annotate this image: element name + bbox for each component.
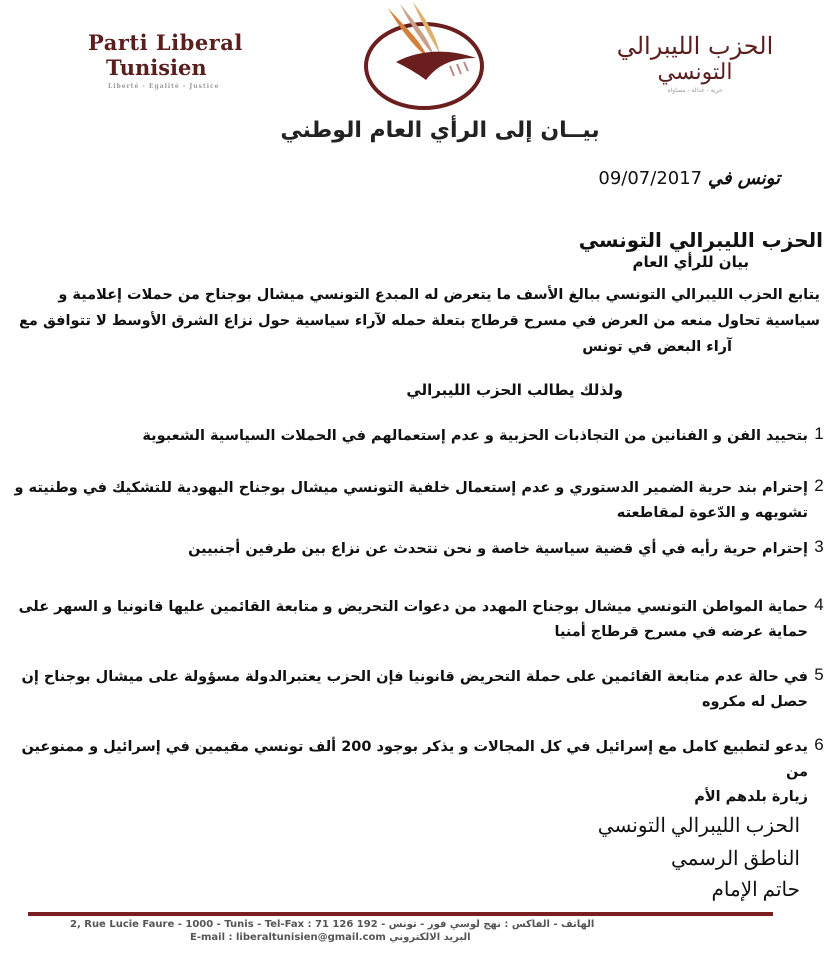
item-line: حصل له مكروه xyxy=(701,694,808,710)
item-number: 3 xyxy=(814,537,824,556)
signature-party: الحزب الليبرالي التونسي xyxy=(597,815,800,837)
demand-item xyxy=(0,665,830,715)
item-text xyxy=(8,537,808,562)
item-line: في حالة عدم متابعة القائمين على حملة التحريض قانونيا فإن الحزب يعتبرالدولة مسؤولة على ميشال بوجناح إن xyxy=(21,669,808,685)
item-text xyxy=(8,595,808,645)
item-line: حماية عرضه في مسرح قرطاج أمنيا xyxy=(554,624,808,640)
footer-address: 2, Rue Lucie Faure - 1000 - Tunis - Tel-Fax : 71 126 192 - الهاتف - الفاكس : نهج لوسي فور - تونس xyxy=(70,919,595,930)
item-line: يدعو لتطبيع كامل مع إسرائيل في كل المجالات و يذكر بوجود 200 ألف تونسي مقيمين في إسرائيل و ممنوعين من xyxy=(21,739,808,780)
party-name: الحزب الليبرالي التونسي xyxy=(578,228,823,252)
item-line: حماية المواطن التونسي ميشال بوجناح المهدد من دعوات التحريض و متابعة القائمين عليها قانونيا و السهر على xyxy=(18,599,808,615)
statement-heading: بيان للرأي العام xyxy=(632,253,749,271)
date-label: تونس في xyxy=(707,168,780,189)
item-text xyxy=(8,424,808,449)
signature-role: الناطق الرسمي xyxy=(670,848,800,870)
demand-item xyxy=(0,537,830,562)
letterhead xyxy=(0,0,837,110)
demand-item xyxy=(0,595,830,645)
demand-item xyxy=(0,424,830,449)
item-text xyxy=(8,735,808,810)
date-line xyxy=(560,168,780,189)
item-number: 2 xyxy=(814,476,824,495)
item-line: إحترام حرية رأيه في أي قضية سياسية خاصة و نحن نتحدث عن نزاع بين طرفين أجنبيين xyxy=(188,541,808,557)
bird-emblem-icon xyxy=(358,0,488,112)
intro-line: يتابع الحزب الليبرالي التونسي ببالغ الأسف ما يتعرض له المبدع التونسي ميشال بوجناح من حملات إعلامية و xyxy=(58,287,820,303)
document-title: بيــان إلى الرأي العام الوطني xyxy=(280,118,600,143)
item-line: تشويهه و الدّعوة لمقاطعته xyxy=(616,505,808,521)
logo-ar-line2: التونسي xyxy=(657,60,733,85)
demand-item xyxy=(0,735,830,810)
logo-french xyxy=(88,30,243,90)
logo-ar-line1: الحزب الليبرالي xyxy=(616,32,774,60)
signature-name: حاتم الإمام xyxy=(711,879,800,901)
logo-arabic xyxy=(610,32,780,94)
logo-fr-tagline: Liberté - Egalité - Justice xyxy=(108,83,220,90)
demand-item xyxy=(0,476,830,526)
calls-intro: ولذلك يطالب الحزب الليبرالي xyxy=(406,381,623,399)
item-number: 4 xyxy=(814,595,824,614)
footer-email: E-mail : liberaltunisien@gmail.com البريد الالكتروني xyxy=(190,932,471,943)
logo-fr-line1: Parti Liberal xyxy=(88,30,243,55)
item-line: إحترام بند حرية الضمير الدستوري و عدم إستعمال خلفية التونسي ميشال بوجناح اليهودية للتشكيك في وطنيته و xyxy=(14,480,808,496)
item-text xyxy=(8,665,808,715)
date-value: 09/07/2017 xyxy=(598,168,703,189)
intro-paragraph xyxy=(0,282,820,360)
item-number: 6 xyxy=(814,735,824,754)
item-line: زيارة بلدهم الأم xyxy=(694,789,808,805)
item-line: بتحييد الفن و الفنانين من التجاذبات الحزبية و عدم إستعمالهم في الحملات السياسية الشعبوية xyxy=(142,428,808,444)
footer-divider xyxy=(28,912,773,916)
item-number: 1 xyxy=(814,424,824,443)
intro-line: آراء البعض في تونس xyxy=(582,339,732,355)
logo-ar-tagline: حرية - عدالة - مساواة xyxy=(667,87,723,94)
item-text xyxy=(8,476,808,526)
logo-fr-line2: Tunisien xyxy=(106,55,207,80)
item-number: 5 xyxy=(814,665,824,684)
intro-line: سياسية تحاول منعه من العرض في مسرح قرطاج بتعلة حمله لآراء سياسية حول نزاع الشرق الأوسط لا تتوافق مع xyxy=(19,313,820,329)
footer-contact xyxy=(70,918,730,944)
